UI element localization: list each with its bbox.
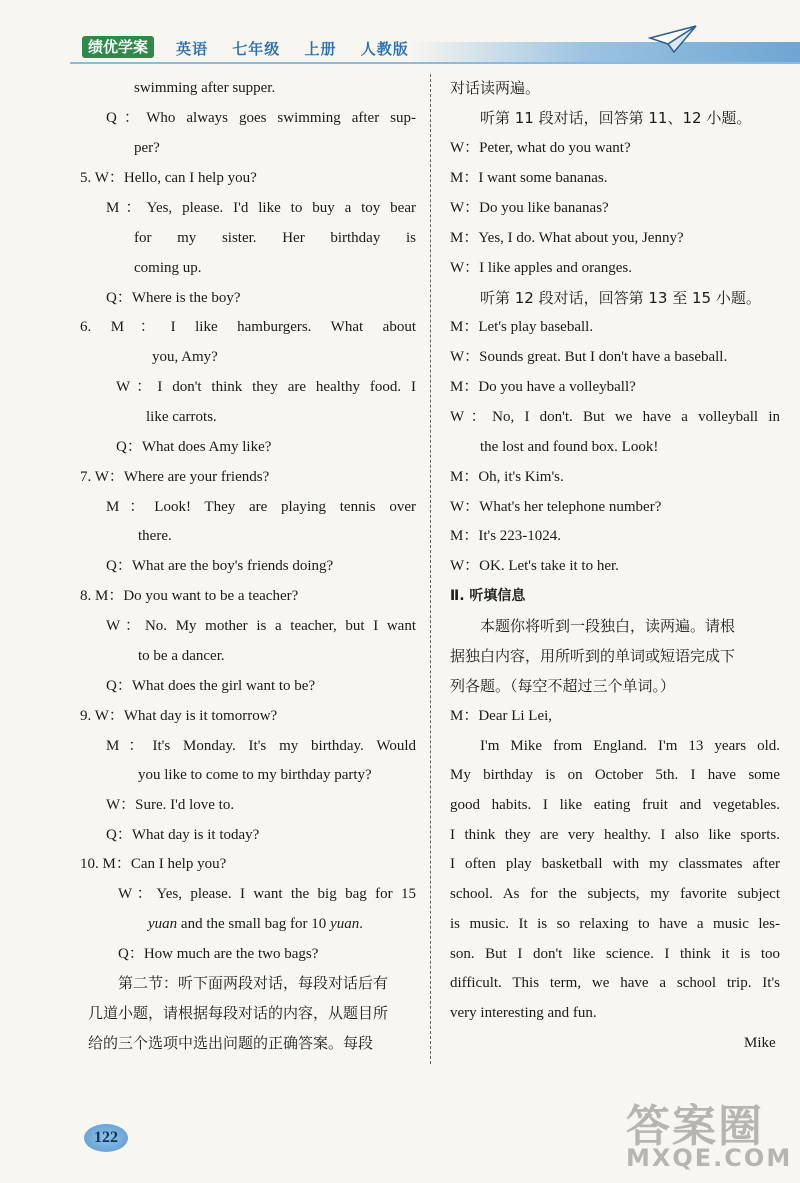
book-info [176, 38, 427, 59]
instruction-line: 听第 12 段对话，回答第 13 至 15 小题。 [480, 289, 761, 307]
text-line: swimming after supper. [134, 80, 276, 96]
instruction-line: 听第 11 段对话，回答第 11、12 小题。 [480, 109, 752, 127]
instruction-line: 据独白内容，用所听到的单词或短语完成下 [450, 647, 736, 665]
text-line: 7. W：Where are your friends? [80, 469, 270, 485]
text-line: I often play basketball with my classmates after [450, 856, 780, 872]
text-line: M：Yes, I do. What about you, Jenny? [450, 230, 684, 246]
text-line: 6. M：I like hamburgers. What about [80, 319, 416, 335]
text-line: M：Yes, please. I'd like to buy a toy bear [106, 200, 416, 216]
text-line: Q：What are the boy's friends doing? [106, 558, 334, 574]
text-line: son. But I don't like science. I think it is too [450, 946, 780, 962]
header-decor-band [410, 42, 800, 62]
text-line: like carrots. [146, 409, 217, 425]
text-line: yuan and the small bag for 10 yuan. [148, 916, 363, 932]
text-line: M：Let's play baseball. [450, 319, 594, 335]
text-line: M：It's Monday. It's my birthday. Would [106, 738, 416, 754]
text-line: difficult. This term, we have a school trip. It's [450, 975, 780, 991]
text-line: school. As for the subjects, my favorite subject [450, 886, 780, 902]
text-line: W：Do you like bananas? [450, 200, 609, 216]
watermark-logo-text: 答案圈 [626, 1101, 764, 1152]
subject-label: 英语 [176, 40, 209, 58]
column-divider [430, 74, 431, 1064]
text-line: very interesting and fun. [450, 1005, 597, 1021]
text-line: there. [138, 528, 172, 544]
text-line: M：Look! They are playing tennis over [106, 499, 416, 515]
page-number: 122 [84, 1124, 128, 1152]
text-line: Q：Where is the boy? [106, 290, 241, 306]
volume-label: 上册 [304, 40, 337, 58]
text-line: I think they are very healthy. I also like sports. [450, 827, 780, 843]
text-line: Q：Who always goes swimming after sup- [106, 110, 416, 126]
text-line: 5. W：Hello, can I help you? [80, 170, 257, 186]
text-line: W：Sounds great. But I don't have a baseball. [450, 349, 728, 365]
grade-label: 七年级 [232, 40, 281, 58]
signature: Mike [744, 1035, 776, 1051]
text-line: M：Oh, it's Kim's. [450, 469, 564, 485]
instruction-line: 对话读两遍。 [450, 79, 541, 97]
text-line: Q：How much are the two bags? [118, 946, 319, 962]
text-line: coming up. [134, 260, 202, 276]
text-line: W：OK. Let's take it to her. [450, 558, 619, 574]
section-heading: Ⅱ. 听填信息 [450, 588, 526, 604]
text-line: per? [134, 140, 160, 156]
page-header [0, 0, 800, 62]
text-line: 10. M：Can I help you? [80, 856, 227, 872]
text-line: M：It's 223-1024. [450, 528, 562, 544]
instruction-line: 列各题。（每空不超过三个单词。） [450, 677, 676, 695]
text-line: Q：What does the girl want to be? [106, 678, 316, 694]
text-line: 9. W：What day is it tomorrow? [80, 708, 278, 724]
text-line: M：Dear Li Lei, [450, 708, 553, 724]
text-line: W：No. My mother is a teacher, but I want [106, 618, 416, 634]
text-line: good habits. I like eating fruit and vegetables. [450, 797, 780, 813]
instruction-line: 本题你将听到一段独白，读两遍。请根 [480, 617, 736, 635]
text-line: W：I like apples and oranges. [450, 260, 633, 276]
text-line: M：Do you have a volleyball? [450, 379, 636, 395]
instruction-line: 第二节：听下面两段对话，每段对话后有 [118, 974, 389, 992]
text-line: W：What's her telephone number? [450, 499, 662, 515]
text-line: you, Amy? [152, 349, 218, 365]
edition-label: 人教版 [360, 40, 409, 58]
text-line: is music. It is so relaxing to have a music les- [450, 916, 780, 932]
text-line: W：Sure. I'd love to. [106, 797, 235, 813]
text-line: to be a dancer. [138, 648, 225, 664]
text-line: the lost and found box. Look! [480, 439, 659, 455]
text-line: W：I don't think they are healthy food. I [116, 379, 416, 395]
watermark [616, 1088, 796, 1178]
text-line: W：Peter, what do you want? [450, 140, 631, 156]
header-rule [70, 62, 800, 64]
instruction-line: 几道小题，请根据每段对话的内容，从题目所 [88, 1004, 389, 1022]
text-line: Q：What day is it today? [106, 827, 260, 843]
text-line: for my sister. Her birthday is [134, 230, 416, 246]
text-line: My birthday is on October 5th. I have some [450, 767, 780, 783]
paper-plane-icon [648, 24, 698, 54]
text-line: Q：What does Amy like? [116, 439, 272, 455]
text-line: you like to come to my birthday party? [138, 767, 372, 783]
text-line: I'm Mike from England. I'm 13 years old. [480, 738, 780, 754]
text-line: W：Yes, please. I want the big bag for 15 [118, 886, 416, 902]
text-line: M：I want some bananas. [450, 170, 608, 186]
watermark-url: MXQE.COM [626, 1144, 793, 1172]
brand-logo: 绩优学案 [82, 36, 154, 58]
text-line: W：No, I don't. But we have a volleyball in [450, 409, 780, 425]
text-line: 8. M：Do you want to be a teacher? [80, 588, 299, 604]
instruction-line: 给的三个选项中选出问题的正确答案。每段 [88, 1034, 374, 1052]
